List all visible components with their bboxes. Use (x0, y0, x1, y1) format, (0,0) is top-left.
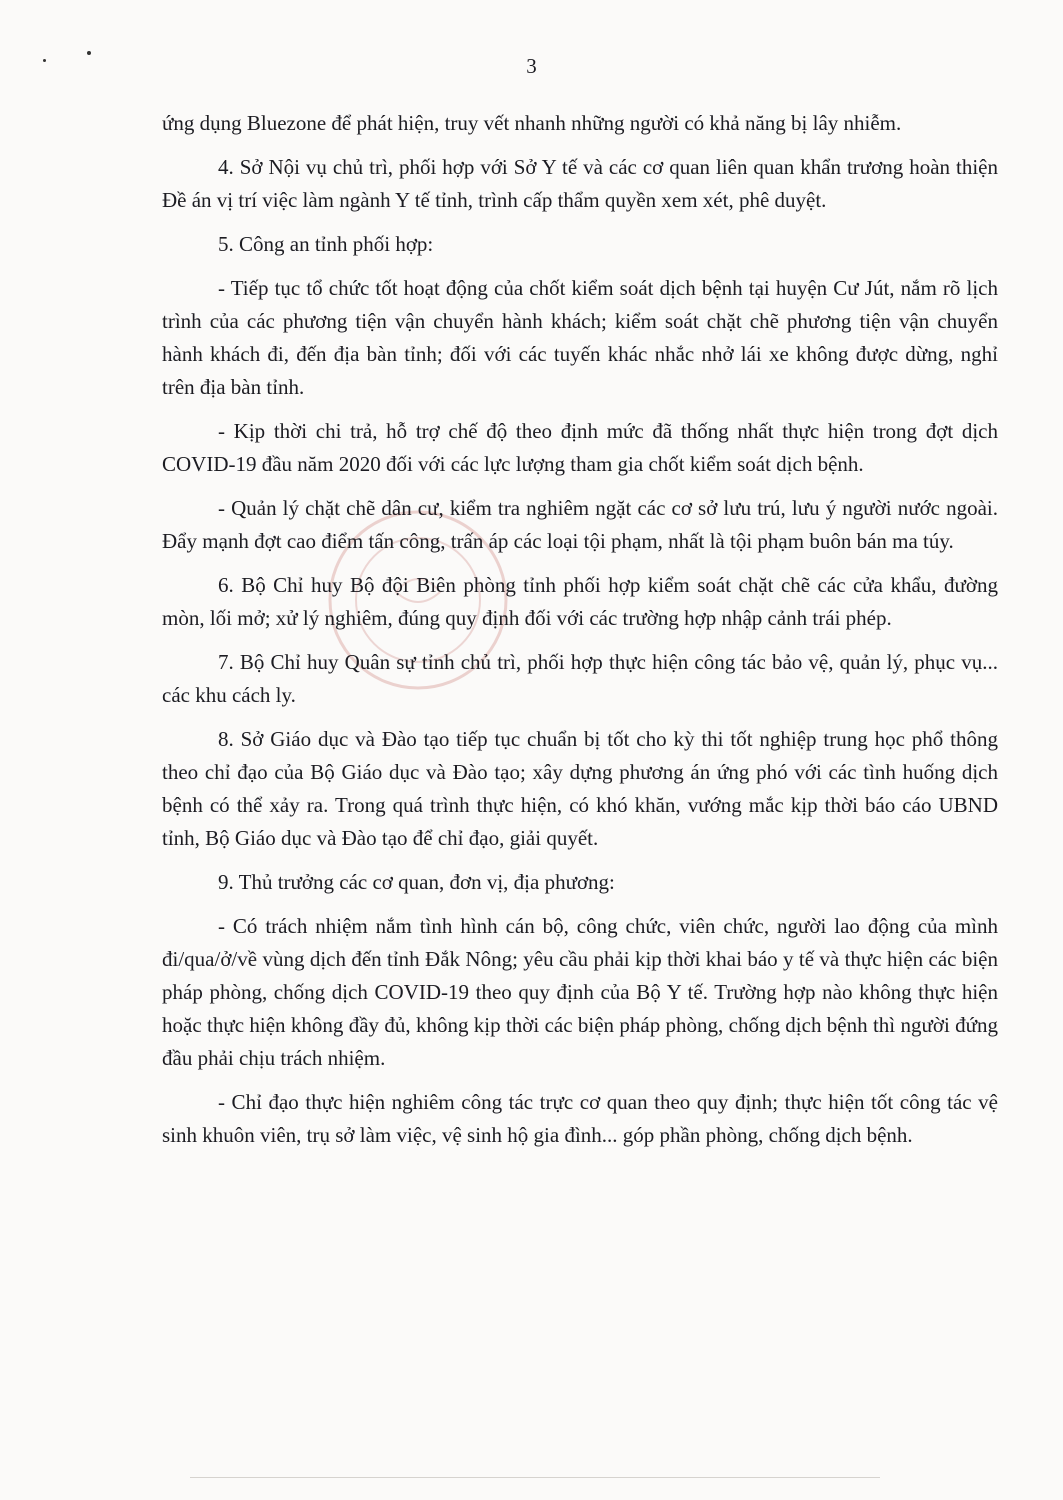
paragraph-item-7: 7. Bộ Chỉ huy Quân sự tỉnh chủ trì, phối hợp thực hiện công tác bảo vệ, quản lý, phục vụ... các khu cách ly. (162, 650, 998, 707)
paragraph-item-9-bullet-1: - Có trách nhiệm nắm tình hình cán bộ, công chức, viên chức, người lao động của mình đi/qua/ở/về vùng dịch đến tỉnh Đắk Nông; yêu cầu phải kịp thời khai báo y tế và thực hiện các biện pháp phòng, chống dịch COVID-19 theo quy định của Bộ Y tế. Trường hợp nào không thực hiện hoặc thực hiện không đầy đủ, không kịp thời các biện pháp phòng, chống dịch bệnh thì người đứng đầu phải chịu trách nhiệm. (162, 914, 998, 1070)
paragraph-item-5: 5. Công an tỉnh phối hợp: (218, 232, 434, 256)
paragraph-item-5-bullet-2: - Kịp thời chi trả, hỗ trợ chế độ theo định mức đã thống nhất thực hiện trong đợt dịch COVID-19 đầu năm 2020 đối với các lực lượng tham gia chốt kiểm soát dịch bệnh. (162, 419, 998, 476)
paragraph-item-5-bullet-3: - Quản lý chặt chẽ dân cư, kiểm tra nghiêm ngặt các cơ sở lưu trú, lưu ý người nước ngoài. Đẩy mạnh đợt cao điểm tấn công, trấn áp các loại tội phạm, nhất là tội phạm buôn bán ma túy. (162, 496, 998, 553)
paragraph-item-4: 4. Sở Nội vụ chủ trì, phối hợp với Sở Y tế và các cơ quan liên quan khẩn trương hoàn thiện Đề án vị trí việc làm ngành Y tế tỉnh, trình cấp thẩm quyền xem xét, phê duyệt. (162, 155, 998, 212)
paragraph-item-5-bullet-1: - Tiếp tục tổ chức tốt hoạt động của chốt kiểm soát dịch bệnh tại huyện Cư Jút, nắm rõ lịch trình của các phương tiện vận chuyển hành khách; kiểm soát chặt chẽ phương tiện vận chuyển hành khách đi, đến địa bàn tỉnh; đối với các tuyến khác nhắc nhở lái xe không được dừng, nghỉ trên địa bàn tỉnh. (162, 276, 998, 399)
scan-edge-line (190, 1477, 880, 1478)
paragraph-item-9: 9. Thủ trưởng các cơ quan, đơn vị, địa phương: (218, 870, 615, 894)
page-number: 3 (526, 54, 537, 78)
document-body (162, 107, 998, 1163)
paragraph-item-9-bullet-2: - Chỉ đạo thực hiện nghiêm công tác trực cơ quan theo quy định; thực hiện tốt công tác vệ sinh khuôn viên, trụ sở làm việc, vệ sinh hộ gia đình... góp phần phòng, chống dịch bệnh. (162, 1090, 998, 1147)
paragraph-bluezone-continuation: ứng dụng Bluezone để phát hiện, truy vết nhanh những người có khả năng bị lây nhiễm. (162, 111, 902, 135)
paragraph-item-6: 6. Bộ Chỉ huy Bộ đội Biên phòng tỉnh phối hợp kiểm soát chặt chẽ các cửa khẩu, đường mòn, lối mở; xử lý nghiêm, đúng quy định đối với các trường hợp nhập cảnh trái phép. (162, 573, 998, 630)
paragraph-item-8: 8. Sở Giáo dục và Đào tạo tiếp tục chuẩn bị tốt cho kỳ thi tốt nghiệp trung học phổ thông theo chỉ đạo của Bộ Giáo dục và Đào tạo; xây dựng phương án ứng phó với các tình huống dịch bệnh có thể xảy ra. Trong quá trình thực hiện, có khó khăn, vướng mắc kịp thời báo cáo UBND tỉnh, Bộ Giáo dục và Đào tạo để chỉ đạo, giải quyết. (162, 727, 998, 850)
